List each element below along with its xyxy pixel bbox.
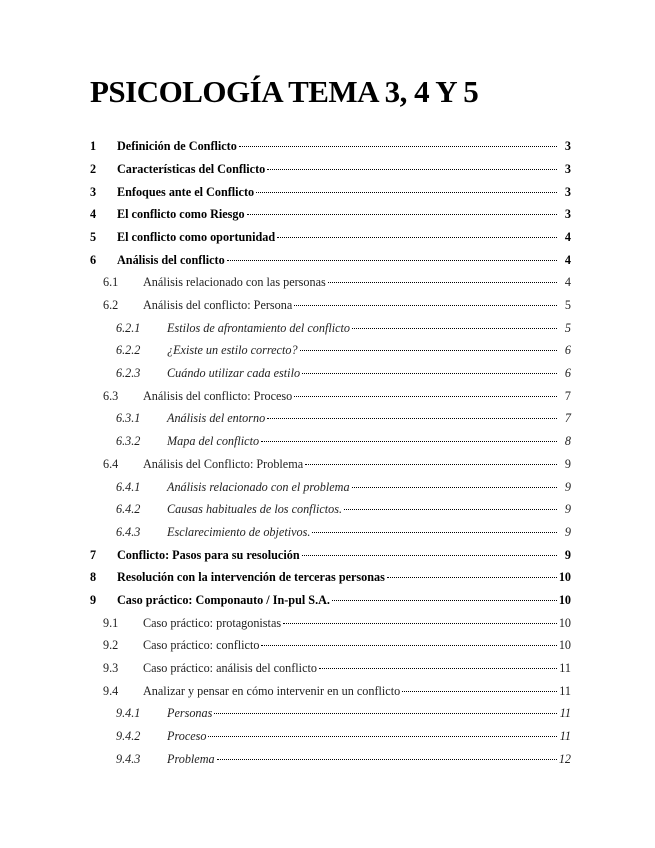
toc-entry-title: Caso práctico: Componauto / In-pul S.A. xyxy=(117,592,330,607)
toc-dot-leader xyxy=(305,452,557,465)
toc-entry-page-number: 3 xyxy=(564,139,571,154)
toc-entry-title: Caso práctico: conflicto xyxy=(143,638,260,653)
toc-entry[interactable] xyxy=(90,750,571,773)
toc-dot-leader xyxy=(214,701,557,714)
toc-entry-title: Resolución con la intervención de terceras personas xyxy=(117,570,385,585)
toc-entry-title: Caso práctico: protagonistas xyxy=(143,615,282,630)
toc-entry-page-number: 9 xyxy=(564,456,571,471)
toc-entry-page-number: 7 xyxy=(564,388,571,403)
toc-entry-title: El conflicto como Riesgo xyxy=(117,207,245,222)
toc-dot-leader xyxy=(300,338,557,351)
toc-dot-leader xyxy=(208,724,557,737)
toc-entry-page-number: 9 xyxy=(564,479,571,494)
toc-entry-title: Analizar y pensar en cómo intervenir en un conflicto xyxy=(143,683,401,698)
toc-entry-number: 6.3.1 xyxy=(116,411,141,426)
toc-entry-number: 9.4.3 xyxy=(116,751,141,766)
toc-entry-number: 8 xyxy=(90,570,97,585)
table-of-contents xyxy=(90,137,571,772)
toc-entry-title: Análisis del conflicto xyxy=(117,252,225,267)
toc-dot-leader xyxy=(294,293,557,306)
toc-dot-leader xyxy=(261,429,557,442)
page-title: PSICOLOGÍA TEMA 3, 4 Y 5 xyxy=(90,74,479,109)
toc-entry-page-number: 4 xyxy=(564,252,571,267)
toc-entry-title: Esclarecimiento de objetivos. xyxy=(167,524,311,539)
toc-entry-number: 6.2 xyxy=(103,298,119,312)
toc-entry-title: Características del Conflicto xyxy=(117,161,266,176)
toc-entry-title: Problema xyxy=(167,751,215,766)
toc-entry-number: 4 xyxy=(90,207,97,222)
toc-entry-number: 9.4.1 xyxy=(116,706,141,721)
toc-entry-number: 6.4.1 xyxy=(116,479,141,494)
toc-entry-title: Análisis relacionado con el problema xyxy=(167,479,350,494)
toc-entry-number: 6.4.3 xyxy=(116,524,141,539)
toc-entry-page-number: 12 xyxy=(558,751,571,766)
toc-dot-leader xyxy=(267,406,557,419)
toc-dot-leader xyxy=(227,247,557,260)
toc-entry-title: Definición de Conflicto xyxy=(117,139,237,154)
toc-entry-title: Proceso xyxy=(167,729,207,744)
toc-entry-page-number: 10 xyxy=(558,638,571,653)
toc-entry-page-number: 9 xyxy=(564,502,571,517)
toc-dot-leader xyxy=(217,747,557,760)
toc-entry-number: 6.2.1 xyxy=(116,320,141,335)
toc-dot-leader xyxy=(261,633,556,646)
toc-entry-page-number: 7 xyxy=(564,411,571,426)
toc-entry-title: Caso práctico: análisis del conflicto xyxy=(143,661,317,675)
toc-dot-leader xyxy=(402,679,557,692)
toc-entry-number: 6 xyxy=(90,252,97,267)
toc-entry-page-number: 6 xyxy=(564,366,571,381)
toc-entry-page-number: 11 xyxy=(559,729,571,744)
toc-dot-leader xyxy=(328,270,557,283)
toc-entry-title: Análisis del Conflicto: Problema xyxy=(143,456,304,471)
toc-dot-leader xyxy=(352,316,557,329)
toc-entry-title: Análisis del conflicto: Proceso xyxy=(143,388,293,403)
toc-entry-number: 6.4 xyxy=(103,456,119,471)
toc-entry-number: 6.4.2 xyxy=(116,502,141,517)
toc-entry-page-number: 3 xyxy=(564,207,571,222)
toc-entry-title: Personas xyxy=(167,706,213,721)
toc-entry-number: 1 xyxy=(90,139,97,154)
toc-entry-page-number: 4 xyxy=(564,229,571,244)
toc-dot-leader xyxy=(352,474,557,487)
toc-dot-leader xyxy=(312,520,557,533)
toc-entry-number: 6.1 xyxy=(103,275,119,290)
toc-entry-page-number: 5 xyxy=(564,298,571,312)
toc-entry-number: 9.2 xyxy=(103,638,119,653)
toc-entry-page-number: 6 xyxy=(564,343,571,358)
toc-entry-number: 9.1 xyxy=(103,615,119,630)
toc-entry-page-number: 10 xyxy=(558,615,571,630)
toc-entry-page-number: 11 xyxy=(559,683,571,698)
toc-dot-leader xyxy=(294,384,557,397)
toc-entry-number: 6.3 xyxy=(103,388,119,403)
toc-entry-number: 3 xyxy=(90,184,97,199)
toc-entry-number: 9.4.2 xyxy=(116,729,141,744)
toc-entry-page-number: 5 xyxy=(564,320,571,335)
toc-entry-page-number: 10 xyxy=(558,570,571,585)
toc-entry-page-number: 11 xyxy=(559,706,571,721)
toc-dot-leader xyxy=(387,565,557,578)
toc-entry-number: 6.2.3 xyxy=(116,366,141,381)
toc-entry-page-number: 11 xyxy=(559,661,571,675)
toc-entry-page-number: 8 xyxy=(564,434,571,449)
toc-dot-leader xyxy=(277,225,557,238)
toc-entry-page-number: 9 xyxy=(564,547,571,562)
toc-entry-title: El conflicto como oportunidad xyxy=(117,229,276,244)
toc-dot-leader xyxy=(302,361,557,374)
toc-entry-page-number: 10 xyxy=(558,592,571,607)
toc-entry-number: 6.3.2 xyxy=(116,434,141,449)
toc-dot-leader xyxy=(319,656,557,669)
toc-entry-title: Análisis del conflicto: Persona xyxy=(143,298,293,312)
toc-entry-number: 6.2.2 xyxy=(116,343,141,358)
toc-entry-number: 9.3 xyxy=(103,661,119,675)
toc-entry-title: Cuándo utilizar cada estilo xyxy=(167,366,301,381)
toc-entry-title: ¿Existe un estilo correcto? xyxy=(167,343,298,358)
toc-entry-page-number: 9 xyxy=(564,524,571,539)
toc-entry-page-number: 4 xyxy=(564,275,571,290)
toc-entry-title: Causas habituales de los conflictos. xyxy=(167,502,343,517)
toc-dot-leader xyxy=(247,202,557,215)
toc-dot-leader xyxy=(267,157,557,170)
toc-entry-page-number: 3 xyxy=(564,161,571,176)
toc-dot-leader xyxy=(239,134,557,147)
toc-entry-title: Análisis relacionado con las personas xyxy=(143,275,326,290)
toc-entry-number: 2 xyxy=(90,161,97,176)
toc-entry-title: Enfoques ante el Conflicto xyxy=(117,184,255,199)
toc-dot-leader xyxy=(302,542,557,555)
toc-entry-number: 7 xyxy=(90,547,97,562)
toc-dot-leader xyxy=(283,610,557,623)
toc-entry-number: 9 xyxy=(90,592,97,607)
toc-entry-title: Mapa del conflicto xyxy=(167,434,260,449)
toc-entry-number: 9.4 xyxy=(103,683,119,698)
toc-dot-leader xyxy=(256,179,557,192)
toc-dot-leader xyxy=(332,588,557,601)
toc-entry-page-number: 3 xyxy=(564,184,571,199)
toc-entry-title: Análisis del entorno xyxy=(167,411,266,426)
toc-entry-title: Estilos de afrontamiento del conflicto xyxy=(167,320,351,335)
toc-entry-number: 5 xyxy=(90,229,97,244)
toc-entry-title: Conflicto: Pasos para su resolución xyxy=(117,547,300,562)
toc-dot-leader xyxy=(344,497,557,510)
